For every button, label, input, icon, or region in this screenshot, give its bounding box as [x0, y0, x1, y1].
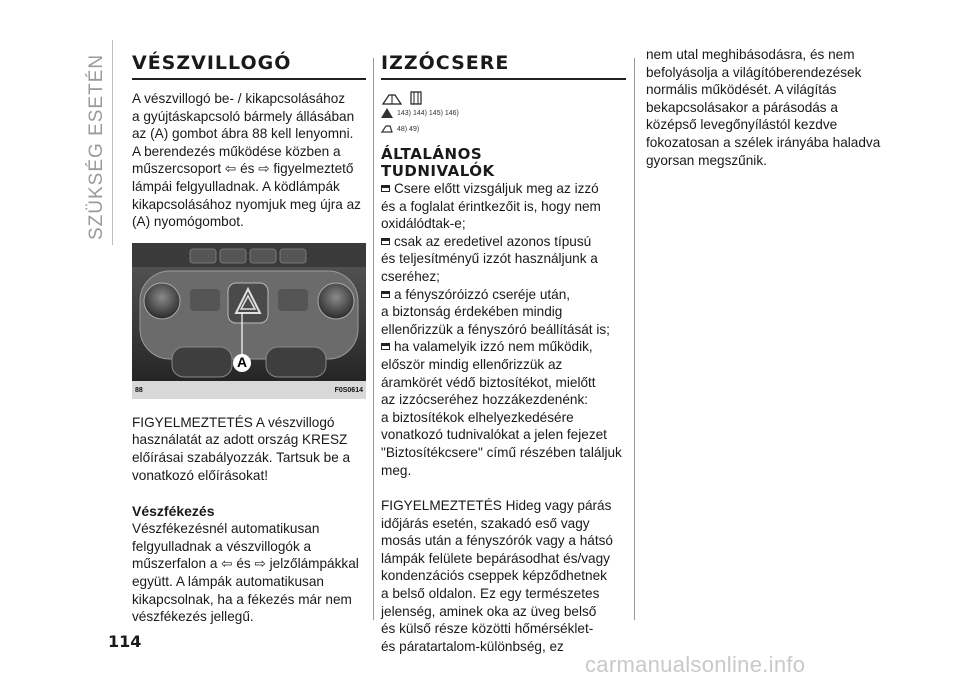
section-heading-hazard: VÉSZVILLOGÓ — [132, 52, 292, 74]
callout-a: A — [236, 353, 248, 370]
bullet-icon — [381, 343, 390, 350]
text-line: előírásai szabályozzák. Tartsuk be a — [132, 449, 351, 465]
warning-refs: 143) 144) 145) 146) — [397, 109, 459, 117]
figure-number: 88 — [135, 386, 143, 394]
column-divider — [373, 58, 374, 620]
text-line: jelenség, aminek oka az üveg belső — [381, 603, 597, 619]
chapter-tab-label: SZÜKSÉG ESETÉN — [86, 53, 107, 240]
section-heading-bulb: IZZÓCSERE — [381, 52, 510, 74]
column-divider — [634, 58, 635, 620]
text-line: középső levegőnyílástól kezdve — [646, 117, 838, 133]
column-3 — [646, 46, 886, 169]
text-line: mosás után a fényszórók vagy a hátsó — [381, 533, 613, 549]
text-line: Vészfékezésnél automatikusan — [132, 521, 320, 537]
text-line: vonatkozó előírásokat! — [132, 467, 269, 483]
text-line: gyorsan megszűnik. — [646, 152, 767, 168]
warning-paragraph — [132, 414, 366, 484]
text-line: és a foglalat érintkezőit is, hogy nem — [381, 198, 601, 214]
text-line: az (A) gombot ábra 88 kell lenyomni. — [132, 126, 354, 142]
text-line: nem utal meghibásodásra, és nem — [646, 47, 855, 62]
text-line: felgyulladnak a vészvillogók a — [132, 538, 312, 554]
condensation-warning — [381, 497, 626, 655]
text-line: és teljesítményű izzót használjunk a — [381, 251, 598, 267]
reference-icons — [381, 90, 626, 106]
text-line: kondenzációs cseppek képződhetnek — [381, 568, 607, 584]
general-list — [381, 180, 626, 479]
text-line: együtt. A lámpák automatikusan — [132, 573, 324, 589]
caution-hand-icon — [381, 124, 393, 134]
text-line: normális működését. A világítás — [646, 82, 837, 98]
bulb-icon — [409, 90, 423, 106]
text-line: cseréhez; — [381, 268, 440, 284]
text-line: ellenőrizzük a fényszóró beállítását is; — [381, 321, 610, 337]
bullet-icon — [381, 291, 390, 298]
text-line: A vészvillogó be- / kikapcsolásához — [132, 91, 346, 106]
text-line: A berendezés működése közben a — [132, 143, 341, 159]
figure-code: F0S0614 — [334, 386, 363, 394]
text-line: befolyásolja a világítóberendezések — [646, 64, 862, 80]
subheading-general-line1: ÁLTALÁNOS — [381, 145, 483, 163]
text-line: először mindig ellenőrizzük az — [381, 356, 563, 372]
emergency-braking-paragraph — [132, 520, 366, 626]
bullet-icon — [381, 238, 390, 245]
text-line: a gyújtáskapcsoló bármely állásában — [132, 108, 355, 124]
text-line: FIGYELMEZTETÉS Hideg vagy párás — [381, 498, 612, 514]
text-line: lámpái felgyulladnak. A ködlámpák — [132, 178, 340, 194]
subheading-emergency-braking: Vészfékezés — [132, 503, 215, 520]
dashboard-photo — [132, 243, 366, 399]
manual-book-icon — [381, 92, 403, 106]
text-line: "Biztosítékcsere" című részében találjuk — [381, 444, 622, 460]
text-line: kikapcsolásához nyomjuk meg újra az — [132, 196, 361, 212]
dashboard-illustration — [132, 243, 366, 399]
caution-refs-row — [381, 124, 626, 134]
text-line: vészfékezés jellegű. — [132, 609, 254, 625]
chapter-divider — [112, 40, 113, 245]
caution-refs: 48) 49) — [397, 125, 420, 133]
text-line: vonatkozó tudnivalókat a jelen fejezet — [381, 427, 607, 443]
column-2 — [381, 52, 626, 655]
heading-rule — [381, 78, 626, 80]
text-line: oxidálódtak-e; — [381, 216, 466, 232]
column-1 — [132, 52, 366, 626]
text-line: műszerfalon a ⇦ és ⇨ jelzőlámpákkal — [132, 556, 359, 572]
text-line: bekapcsolásakor a párásodás a — [646, 99, 838, 115]
heading-rule — [132, 78, 366, 80]
text-line: Csere előtt vizsgáljuk meg az izzó — [381, 180, 626, 198]
hazard-paragraph — [132, 90, 366, 231]
warning-triangle-icon — [381, 108, 393, 118]
text-line: a biztosítékok elhelyezkedésére — [381, 409, 574, 425]
text-line: időjárás esetén, szakadó eső vagy — [381, 515, 590, 531]
text-line: a fényszóróizzó cseréje után, — [381, 286, 626, 304]
bullet-icon — [381, 185, 390, 192]
warning-refs-row — [381, 108, 626, 118]
text-line: a belső oldalon. Ez egy természetes — [381, 586, 600, 602]
figure-caption — [132, 387, 366, 394]
text-line: a biztonság érdekében mindig — [381, 304, 563, 320]
text-line: (A) nyomógombot. — [132, 214, 244, 230]
text-line: és külső része közötti hőmérséklet- — [381, 621, 594, 637]
text-line: használatát az adott ország KRESZ — [132, 432, 348, 448]
subheading-general-line2: TUDNIVALÓK — [381, 162, 495, 180]
text-line: és páratartalom-különbség, ez — [381, 638, 564, 654]
text-line: csak az eredetivel azonos típusú — [381, 233, 626, 251]
chapter-tab — [84, 50, 106, 240]
text-line: meg. — [381, 462, 412, 478]
text-line: áramkörét védő biztosítékot, mielőtt — [381, 374, 596, 390]
text-line: fokozatosan a szélek irányába haladva — [646, 134, 881, 150]
text-line: műszercsoport ⇦ és ⇨ figyelmeztető — [132, 161, 354, 177]
page-number: 114 — [108, 632, 142, 651]
footer-watermark[interactable]: carmanualsonline.info — [585, 652, 806, 677]
text-line: FIGYELMEZTETÉS A vészvillogó — [132, 414, 335, 430]
text-line: az izzócseréhez hozzákezdenénk: — [381, 392, 589, 408]
text-line: kikapcsolnak, ha a fékezés már nem — [132, 591, 352, 607]
text-line: lámpák felülete bepárásodhat és/vagy — [381, 550, 610, 566]
text-line: ha valamelyik izzó nem működik, — [381, 338, 626, 356]
